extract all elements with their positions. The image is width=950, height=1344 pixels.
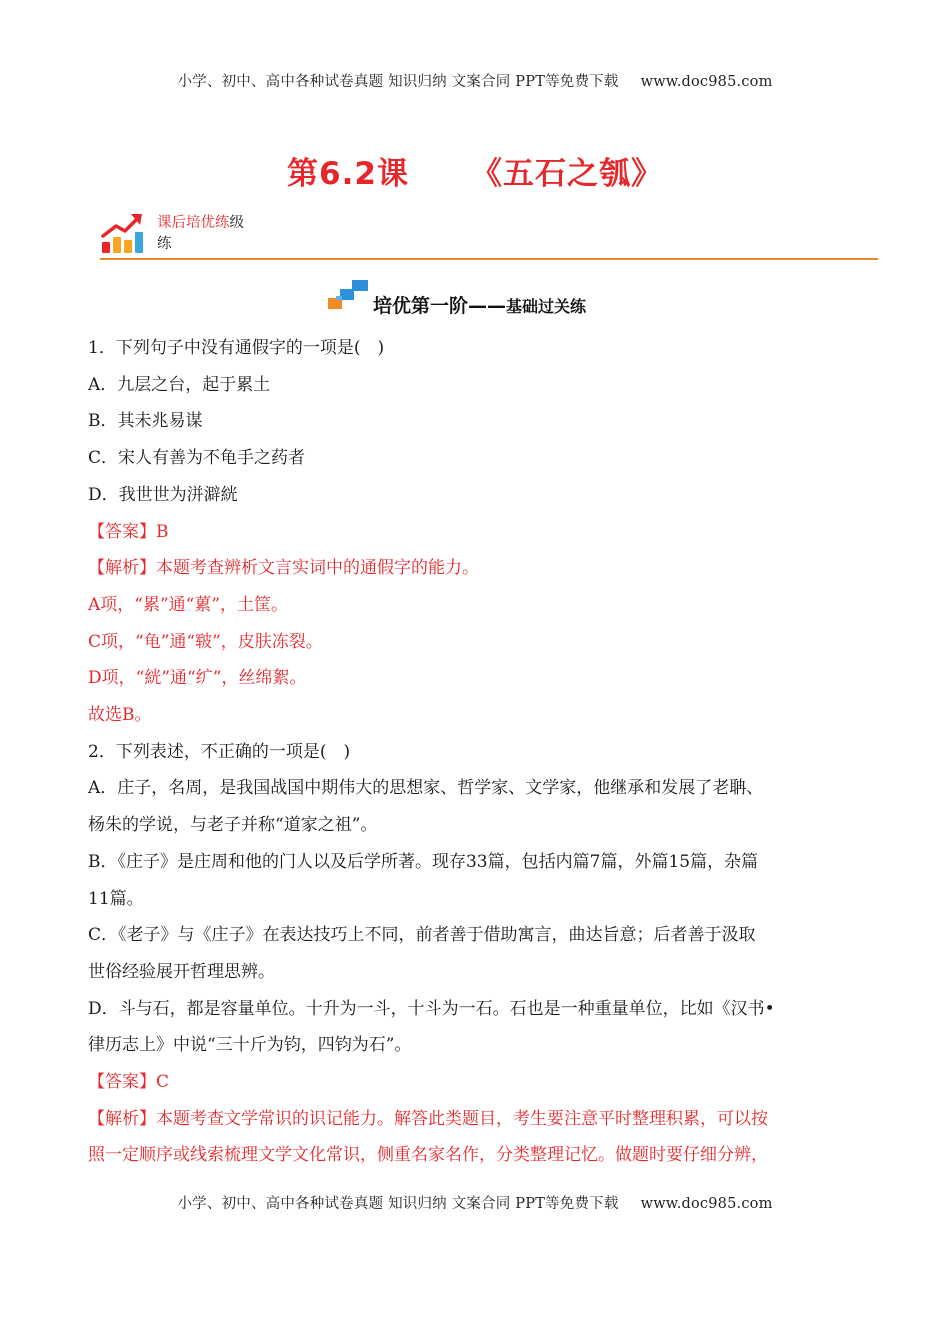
- lesson-number: 第6.2课: [287, 156, 409, 192]
- q2-option-d: D．斗与石，都是容量单位。十升为一斗，十斗为一石。石也是一种重量单位，比如《汉书•: [88, 998, 775, 1019]
- practice-badge: [157, 213, 244, 255]
- q2-option-d-cont: 律历志上》中说“三十斤为钧，四钧为石”。: [88, 1035, 412, 1056]
- header-divider: [100, 258, 878, 260]
- q1-option-a: A．九层之台，起于累土: [88, 374, 271, 395]
- q1-stem: 1．下列句子中没有通假字的一项是( ): [88, 338, 385, 358]
- q1-analysis-line: 故选B。: [88, 705, 152, 726]
- steps-icon: [328, 280, 370, 310]
- footer-url[interactable]: www.doc985.com: [640, 1196, 773, 1212]
- footer-text: 小学、初中、高中各种试卷真题 知识归纳 文案合同 PPT等免费下载: [177, 1196, 619, 1212]
- q2-answer: 【答案】C: [88, 1072, 170, 1093]
- page-title: [0, 148, 950, 193]
- badge-black-text: 级: [229, 215, 244, 231]
- lesson-name: 《五石之瓠》: [470, 156, 663, 192]
- header-url[interactable]: www.doc985.com: [640, 74, 773, 90]
- q1-option-b: B．其未兆易谋: [88, 411, 203, 432]
- q2-analysis-line: 照一定顺序或线索梳理文学文化常识，侧重名家名作，分类整理记忆。做题时要仔细分辨，: [88, 1145, 768, 1166]
- growth-chart-icon: [100, 210, 160, 254]
- q2-option-b: B．《庄子》是庄周和他的门人以及后学所著。现存33篇，包括内篇7篇，外篇15篇，杂篇: [88, 851, 759, 872]
- q1-answer: 【答案】B: [88, 521, 169, 542]
- q2-analysis: 【解析】本题考查文学常识的识记能力。解答此类题目，考生要注意平时整理积累，可以按: [88, 1108, 768, 1129]
- q2-stem: 2．下列表述，不正确的一项是( ): [88, 741, 351, 762]
- badge-second-line: 练: [157, 236, 172, 252]
- q2-option-b-cont: 11篇。: [88, 888, 144, 909]
- badge-red-text: 课后培优练: [157, 215, 230, 231]
- q1-option-d: D．我世世为洴澼絖: [88, 484, 238, 505]
- page-footer: [0, 1192, 950, 1213]
- q2-option-c-cont: 世俗经验展开哲理思辨。: [88, 961, 275, 982]
- section-title: 培优第一阶——基础过关练: [373, 295, 587, 317]
- page-header: [0, 70, 950, 91]
- question-content: [88, 330, 864, 1174]
- q2-option-c: C．《老子》与《庄子》在表达技巧上不同，前者善于借助寓言，曲达旨意；后者善于汲取: [88, 925, 756, 946]
- q1-analysis-line: D项，“絖”通“纩”，丝绵絮。: [88, 668, 307, 689]
- q1-analysis: 【解析】本题考查辨析文言实词中的通假字的能力。: [88, 558, 479, 579]
- q1-analysis-line: C项，“龟”通“皲”，皮肤冻裂。: [88, 631, 323, 652]
- header-text: 小学、初中、高中各种试卷真题 知识归纳 文案合同 PPT等免费下载: [177, 74, 619, 90]
- q2-option-a-cont: 杨朱的学说，与老子并称“道家之祖”。: [88, 815, 378, 836]
- q1-analysis-line: A项，“累”通“蔂”，土筐。: [88, 594, 289, 615]
- q1-option-c: C．宋人有善为不龟手之药者: [88, 448, 306, 469]
- q2-option-a: A．庄子，名周，是我国战国中期伟大的思想家、哲学家、文学家，他继承和发展了老聃、: [88, 778, 764, 799]
